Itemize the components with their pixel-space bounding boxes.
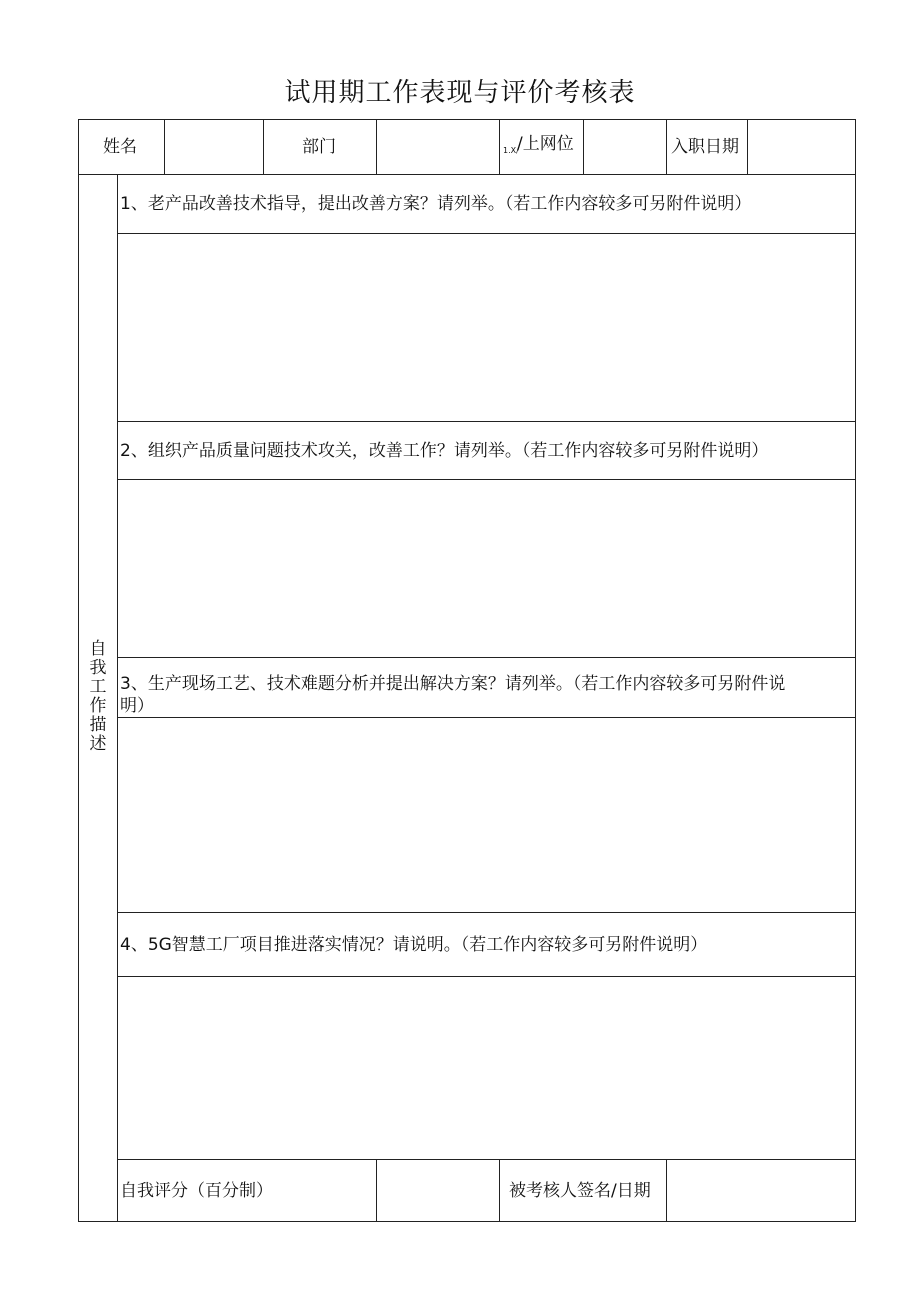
signature-date-label: 被考核人签名/日期 [509, 1181, 651, 1201]
self-score-field[interactable] [378, 1161, 498, 1220]
header-divider [747, 119, 748, 174]
header-divider [263, 119, 264, 174]
header-divider [666, 119, 667, 174]
table-left-border [78, 119, 79, 1222]
header-divider [499, 119, 500, 174]
header-divider [376, 119, 377, 174]
section-column-divider [117, 174, 118, 1222]
table-right-border [855, 119, 856, 1222]
table-top-border [78, 119, 856, 120]
name-field[interactable] [166, 121, 262, 173]
hire-date-label: 入职日期 [671, 137, 739, 157]
header-row-divider [78, 174, 856, 175]
question-divider [117, 976, 856, 977]
section-label-self-description: 自我工作描述 [89, 639, 107, 754]
footer-divider [499, 1159, 500, 1221]
answer-area-2[interactable] [119, 481, 854, 656]
hire-date-field[interactable] [749, 121, 854, 173]
form-title: 试用期工作表现与评价考核表 [284, 78, 636, 108]
position-label: /上网位 [517, 134, 574, 154]
question-3-line-2: 明） [120, 696, 154, 716]
answer-divider [117, 1159, 856, 1160]
question-1: 1、老产品改善技术指导，提出改善方案？请列举。（若工作内容较多可另附件说明） [120, 194, 752, 214]
footer-divider [666, 1159, 667, 1221]
question-divider [117, 233, 856, 234]
question-divider [117, 479, 856, 480]
department-label: 部门 [302, 137, 336, 157]
table-bottom-border [78, 1221, 856, 1222]
answer-area-4[interactable] [119, 978, 854, 1158]
answer-area-3[interactable] [119, 719, 854, 911]
question-4: 4、5G智慧工厂项目推进落实情况？请说明。（若工作内容较多可另附件说明） [120, 935, 708, 955]
question-2: 2、组织产品质量问题技术攻关，改善工作？请列举。（若工作内容较多可另附件说明） [120, 441, 769, 461]
signature-date-field[interactable] [668, 1161, 854, 1220]
question-3-line-1: 3、生产现场工艺、技术难题分析并提出解决方案？请列举。（若工作内容较多可另附件说 [120, 674, 786, 694]
header-divider [583, 119, 584, 174]
header-divider [164, 119, 165, 174]
footer-divider [376, 1159, 377, 1221]
department-field[interactable] [378, 121, 498, 173]
self-score-label: 自我评分（百分制） [120, 1181, 273, 1201]
name-label: 姓名 [103, 137, 137, 157]
position-label-prefix: 1.X/ [503, 146, 519, 155]
answer-divider [117, 912, 856, 913]
position-field[interactable] [585, 121, 665, 173]
answer-area-1[interactable] [119, 235, 854, 420]
question-divider [117, 717, 856, 718]
answer-divider [117, 657, 856, 658]
answer-divider [117, 421, 856, 422]
